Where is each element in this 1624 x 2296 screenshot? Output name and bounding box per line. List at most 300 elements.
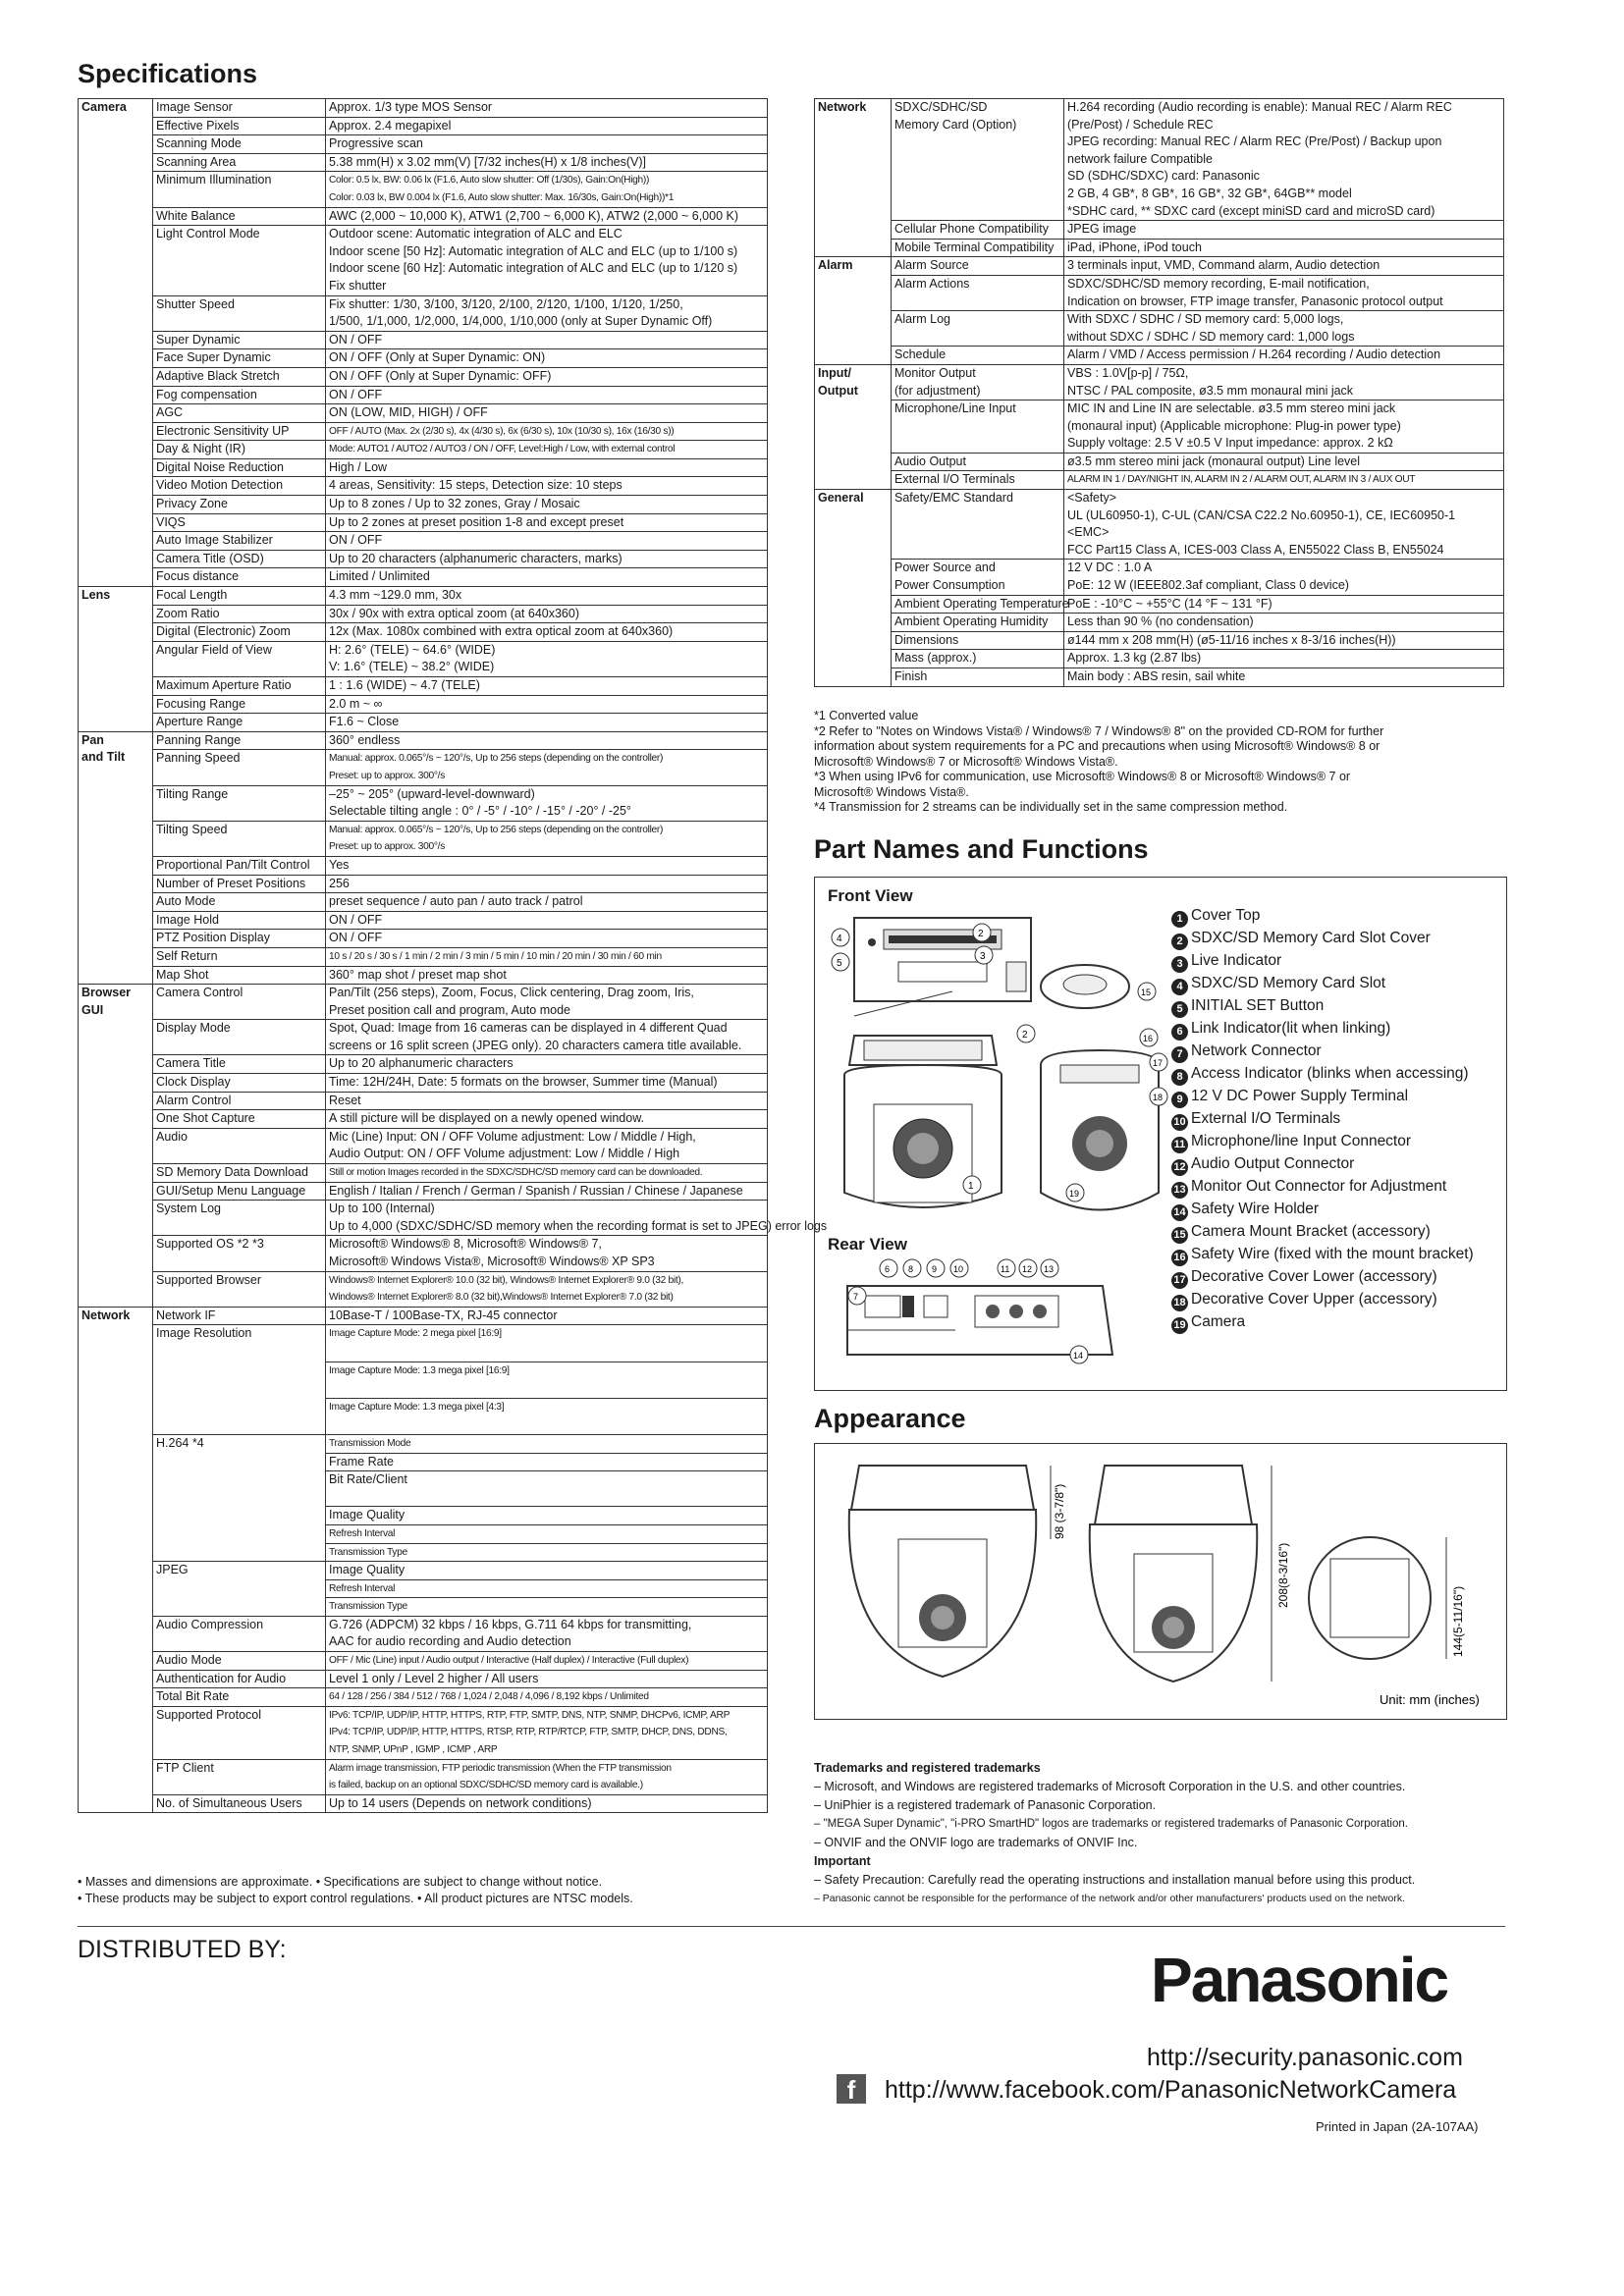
footnote: information about system requirements for a PC and precautions when using Microsoft® Windows® 8 or xyxy=(814,739,1380,753)
spec-row xyxy=(79,441,768,459)
part-label: Decorative Cover Upper (accessory) xyxy=(1191,1291,1437,1308)
spec-row xyxy=(815,311,1504,347)
spec-label: Effective Pixels xyxy=(153,117,326,135)
part-number-icon: 17 xyxy=(1171,1272,1188,1289)
spec-row xyxy=(79,587,768,606)
part-number-icon: 11 xyxy=(1171,1137,1188,1153)
spec-value: 360° map shot / preset map shot xyxy=(326,966,768,985)
spec-label: FTP Client xyxy=(153,1759,326,1794)
spec-sublabel: Image Quality xyxy=(326,1562,768,1580)
printed-in: Printed in Japan (2A-107AA) xyxy=(1316,2119,1479,2134)
spec-label: Face Super Dynamic xyxy=(153,349,326,368)
spec-value: ON / OFF xyxy=(326,930,768,948)
spec-label: Fog compensation xyxy=(153,386,326,404)
spec-row xyxy=(79,1074,768,1093)
part-item xyxy=(1171,1063,1474,1086)
part-number-icon: 15 xyxy=(1171,1227,1188,1244)
spec-row xyxy=(79,714,768,732)
part-label: SDXC/SD Memory Card Slot xyxy=(1191,975,1386,991)
part-item xyxy=(1171,928,1474,950)
svg-text:4: 4 xyxy=(837,934,842,944)
spec-row xyxy=(79,1164,768,1183)
spec-table-right xyxy=(814,98,1504,687)
spec-row xyxy=(79,947,768,966)
part-item xyxy=(1171,950,1474,973)
part-number-icon: 5 xyxy=(1171,1001,1188,1018)
spec-row xyxy=(815,221,1504,240)
spec-row xyxy=(815,99,1504,221)
spec-value: AWC (2,000 ~ 10,000 K), ATW1 (2,700 ~ 6,000 K), ATW2 (2,000 ~ 6,000 K) xyxy=(326,207,768,226)
part-item xyxy=(1171,1018,1474,1041)
spec-row xyxy=(79,1201,768,1236)
spec-value: ON / OFF (Only at Super Dynamic: OFF) xyxy=(326,367,768,386)
svg-text:1: 1 xyxy=(968,1181,974,1192)
spec-value: ON (LOW, MID, HIGH) / OFF xyxy=(326,404,768,423)
spec-value: A still picture will be displayed on a newly opened window. xyxy=(326,1110,768,1129)
svg-text:7: 7 xyxy=(853,1292,859,1302)
spec-category: Camera xyxy=(79,99,153,587)
tm-line: – Microsoft, and Windows are registered trademarks of Microsoft Corporation in the U.S. and other countries. xyxy=(814,1780,1406,1793)
part-item xyxy=(1171,1041,1474,1063)
spec-row xyxy=(79,1055,768,1074)
spec-row xyxy=(815,347,1504,365)
part-number-icon: 8 xyxy=(1171,1069,1188,1086)
spec-value: preset sequence / auto pan / auto track / patrol xyxy=(326,893,768,912)
spec-label: Image Sensor xyxy=(153,99,326,118)
spec-row xyxy=(79,1688,768,1707)
svg-text:18: 18 xyxy=(1153,1093,1164,1102)
spec-row xyxy=(79,532,768,551)
svg-text:5: 5 xyxy=(837,958,842,969)
spec-sublabel: Transmission Type xyxy=(326,1543,768,1562)
spec-value: 2.0 m ~ ∞ xyxy=(326,695,768,714)
spec-value: 12x (Max. 1080x combined with extra optical zoom at 640x360) xyxy=(326,623,768,642)
spec-row xyxy=(815,490,1504,560)
spec-label: Panning Speed xyxy=(153,750,326,785)
spec-label: Camera Control xyxy=(153,985,326,1020)
spec-label: Light Control Mode xyxy=(153,226,326,295)
spec-label: Alarm Log xyxy=(892,311,1064,347)
svg-text:10: 10 xyxy=(953,1264,964,1274)
spec-row xyxy=(815,650,1504,668)
spec-row xyxy=(79,117,768,135)
part-number-icon: 18 xyxy=(1171,1295,1188,1311)
spec-label: Audio Mode xyxy=(153,1652,326,1671)
spec-label: Number of Preset Positions xyxy=(153,875,326,893)
spec-label: Alarm Actions xyxy=(892,275,1064,310)
part-label: Network Connector xyxy=(1191,1042,1322,1059)
spec-label: Image Hold xyxy=(153,911,326,930)
spec-value: Approx. 1.3 kg (2.87 lbs) xyxy=(1064,650,1504,668)
part-number-icon: 2 xyxy=(1171,934,1188,950)
spec-label: Digital (Electronic) Zoom xyxy=(153,623,326,642)
part-label: Safety Wire (fixed with the mount bracket) xyxy=(1191,1246,1474,1262)
spec-value: G.726 (ADPCM) 32 kbps / 16 kbps, G.711 64 kbps for transmitting, AAC for audio recording and Audio detection xyxy=(326,1616,768,1651)
footnotes xyxy=(814,709,1383,816)
spec-row xyxy=(815,275,1504,310)
spec-row xyxy=(79,1307,768,1325)
spec-label: Power Source and Power Consumption xyxy=(892,560,1064,595)
spec-value: High / Low xyxy=(326,458,768,477)
spec-row xyxy=(79,496,768,514)
spec-row xyxy=(79,893,768,912)
svg-text:16: 16 xyxy=(1143,1034,1154,1043)
spec-row xyxy=(79,1110,768,1129)
spec-label: Aperture Range xyxy=(153,714,326,732)
spec-label: SDXC/SDHC/SD Memory Card (Option) xyxy=(892,99,1064,221)
panasonic-logo: Panasonic xyxy=(1151,1945,1448,2015)
part-names-heading: Part Names and Functions xyxy=(814,834,1149,864)
spec-label: Microphone/Line Input xyxy=(892,400,1064,454)
svg-text:19: 19 xyxy=(1069,1189,1080,1199)
spec-row xyxy=(79,966,768,985)
spec-value: ON / OFF xyxy=(326,532,768,551)
spec-label: Zoom Ratio xyxy=(153,605,326,623)
svg-text:8: 8 xyxy=(908,1264,914,1274)
spec-table-left xyxy=(78,98,828,1813)
spec-row xyxy=(79,911,768,930)
spec-label: Scanning Mode xyxy=(153,135,326,154)
spec-row xyxy=(815,453,1504,471)
spec-row xyxy=(79,821,768,856)
spec-value: Manual: approx. 0.065°/s ~ 120°/s, Up to 256 steps (depending on the controller) Preset: up to approx. 300°/s xyxy=(326,750,768,785)
svg-text:12: 12 xyxy=(1022,1264,1033,1274)
spec-value: Yes xyxy=(326,856,768,875)
spec-row xyxy=(79,1020,768,1055)
part-number-icon: 12 xyxy=(1171,1159,1188,1176)
part-item xyxy=(1171,1289,1474,1311)
spec-label: PTZ Position Display xyxy=(153,930,326,948)
footnote: *1 Converted value xyxy=(814,709,919,722)
spec-label: Alarm Control xyxy=(153,1092,326,1110)
part-label: Microphone/line Input Connector xyxy=(1191,1133,1412,1149)
camera-bracket-drawing xyxy=(1031,957,1168,1232)
trademarks xyxy=(814,1760,1415,1906)
spec-value: SDXC/SDHC/SD memory recording, E-mail notification, Indication on browser, FTP image transfer, Panasonic protocol output xyxy=(1064,275,1504,310)
spec-row xyxy=(79,1325,768,1344)
spec-row xyxy=(79,1652,768,1671)
spec-label: Auto Mode xyxy=(153,893,326,912)
tm-line: – Safety Precaution: Carefully read the operating instructions and installation manual before using this product. xyxy=(814,1873,1416,1887)
spec-sublabel: Refresh Interval xyxy=(326,1579,768,1598)
part-label: Decorative Cover Lower (accessory) xyxy=(1191,1268,1437,1285)
spec-label: Network IF xyxy=(153,1307,326,1325)
front-view-label: Front View xyxy=(828,886,913,905)
specifications-heading: Specifications xyxy=(78,59,258,88)
tm-line: – UniPhier is a registered trademark of Panasonic Corporation. xyxy=(814,1798,1157,1812)
part-item xyxy=(1171,1176,1474,1199)
spec-label: Video Motion Detection xyxy=(153,477,326,496)
spec-value: 12 V DC : 1.0 A PoE: 12 W (IEEE802.3af compliant, Class 0 device) xyxy=(1064,560,1504,595)
spec-value: 10 s / 20 s / 30 s / 1 min / 2 min / 3 min / 5 min / 10 min / 20 min / 30 min / 60 min xyxy=(326,947,768,966)
note-line: • These products may be subject to export control regulations. • All product pictures are NTSC models. xyxy=(78,1892,633,1905)
spec-row xyxy=(79,750,768,785)
spec-row xyxy=(79,677,768,696)
appearance-drawing xyxy=(820,1451,1497,1706)
footer-divider xyxy=(78,1926,1505,1927)
spec-category: Browser GUI xyxy=(79,985,153,1308)
part-number-icon: 10 xyxy=(1171,1114,1188,1131)
spec-value: With SDXC / SDHC / SD memory card: 5,000 logs, without SDXC / SDHC / SD memory card: 1,000 logs xyxy=(1064,311,1504,347)
spec-value: OFF / AUTO (Max. 2x (2/30 s), 4x (4/30 s), 6x (6/30 s), 10x (10/30 s), 16x (16/30 s)) xyxy=(326,422,768,441)
spec-value: Reset xyxy=(326,1092,768,1110)
spec-row xyxy=(79,1434,768,1453)
spec-value: OFF / Mic (Line) input / Audio output / Interactive (Half duplex) / Interactive (Full duplex) xyxy=(326,1652,768,1671)
part-item xyxy=(1171,1131,1474,1153)
spec-value: ON / OFF (Only at Super Dynamic: ON) xyxy=(326,349,768,368)
spec-category: General xyxy=(815,490,892,687)
spec-row xyxy=(815,471,1504,490)
spec-sublabel: Image Quality xyxy=(326,1507,768,1525)
part-label: Cover Top xyxy=(1191,907,1261,924)
spec-value: Color: 0.5 lx, BW: 0.06 lx (F1.6, Auto slow shutter: Off (1/30s), Gain:On(High)) Color: 0.03 lx, BW 0.004 lx (F1.6, Auto slow shutter: Max. 16/30s, Gain:On(High))*1 xyxy=(326,172,768,207)
spec-label: External I/O Terminals xyxy=(892,471,1064,490)
spec-row xyxy=(79,1706,768,1759)
spec-label: Panning Range xyxy=(153,731,326,750)
spec-row xyxy=(79,930,768,948)
svg-text:13: 13 xyxy=(1044,1264,1055,1274)
spec-label: SD Memory Data Download xyxy=(153,1164,326,1183)
part-item xyxy=(1171,973,1474,995)
spec-value: Approx. 1/3 type MOS Sensor xyxy=(326,99,768,118)
part-item xyxy=(1171,1086,1474,1108)
spec-row xyxy=(79,99,768,118)
spec-value: Fix shutter: 1/30, 3/100, 3/120, 2/100, 2/120, 1/100, 1/120, 1/250, 1/500, 1/1,000, 1/2,000, 1/4,000, 1/10,000 (only at Super Dynamic Off) xyxy=(326,295,768,331)
spec-row xyxy=(815,364,1504,400)
spec-value: Spot, Quad: Image from 16 cameras can be displayed in 4 different Quad screens or 16 split screen (JPEG only). 20 characters camera title available. xyxy=(326,1020,768,1055)
spec-row xyxy=(815,595,1504,614)
spec-label: GUI/Setup Menu Language xyxy=(153,1182,326,1201)
spec-label: Monitor Output (for adjustment) xyxy=(892,364,1064,400)
spec-value: 64 / 128 / 256 / 384 / 512 / 768 / 1,024 / 2,048 / 4,096 / 8,192 kbps / Unlimited xyxy=(326,1688,768,1707)
spec-value: Up to 14 users (Depends on network conditions) xyxy=(326,1794,768,1813)
spec-row xyxy=(79,153,768,172)
part-item xyxy=(1171,1108,1474,1131)
spec-value: 10Base-T / 100Base-TX, RJ-45 connector xyxy=(326,1307,768,1325)
spec-category: Alarm xyxy=(815,257,892,365)
spec-label: Alarm Source xyxy=(892,257,1064,276)
spec-row xyxy=(79,985,768,1020)
part-number-icon: 1 xyxy=(1171,911,1188,928)
spec-value: Main body : ABS resin, sail white xyxy=(1064,668,1504,687)
spec-value: JPEG image xyxy=(1064,221,1504,240)
spec-value: –25° ~ 205° (upward-level-downward) Selectable tilting angle : 0° / -5° / -10° / -15° / -20° / -25° xyxy=(326,785,768,821)
spec-value: 4 areas, Sensitivity: 15 steps, Detection size: 10 steps xyxy=(326,477,768,496)
parts-list xyxy=(1171,905,1474,1334)
footnote: Microsoft® Windows Vista®. xyxy=(814,784,969,799)
part-number-icon: 19 xyxy=(1171,1317,1188,1334)
spec-label: Supported Browser xyxy=(153,1271,326,1307)
dim-208: 208(8-3/16") xyxy=(1276,1542,1290,1608)
spec-label: Camera Title (OSD) xyxy=(153,550,326,568)
spec-category: Input/ Output xyxy=(815,364,892,489)
svg-text:2: 2 xyxy=(1022,1030,1028,1041)
spec-label: Total Bit Rate xyxy=(153,1688,326,1707)
spec-value: IPv6: TCP/IP, UDP/IP, HTTP, HTTPS, RTP, FTP, SMTP, DNS, NTP, SNMP, DHCPv6, ICMP, ARP IPv4: TCP/IP, UDP/IP, HTTP, HTTPS, RTSP, RTP, RTP/RTCP, FTP, SMTP, DHCP, DNS, DDNS, NTP, SNMP, UPnP , IGMP , ICMP , ARP xyxy=(326,1706,768,1759)
part-item xyxy=(1171,1244,1474,1266)
spec-row xyxy=(79,695,768,714)
tm-line: – ONVIF and the ONVIF logo are trademarks of ONVIF Inc. xyxy=(814,1836,1138,1849)
spec-value: ø144 mm x 208 mm(H) (ø5-11/16 inches x 8-3/16 inches(H)) xyxy=(1064,631,1504,650)
svg-text:11: 11 xyxy=(1001,1264,1010,1274)
part-number-icon: 4 xyxy=(1171,979,1188,995)
spec-value: H.264 recording (Audio recording is enable): Manual REC / Alarm REC (Pre/Post) / Schedule REC JPEG recording: Manual REC / Alarm REC (Pre/Post) / Backup upon network failure Compatible SD (SDHC/SDXC) card: Panasonic 2 GB, 4 GB*, 8 GB*, 16 GB*, 32 GB*, 64GB** model *SDHC card, ** SDXC card (except miniSD card and microSD card) xyxy=(1064,99,1504,221)
spec-value: F1.6 ~ Close xyxy=(326,714,768,732)
spec-value: VBS : 1.0V[p-p] / 75Ω, NTSC / PAL composite, ø3.5 mm monaural mini jack xyxy=(1064,364,1504,400)
spec-label: Mobile Terminal Compatibility xyxy=(892,239,1064,257)
spec-sublabel: Bit Rate/Client xyxy=(326,1471,768,1507)
footnote: Microsoft® Windows® 7 or Microsoft® Windows Vista®. xyxy=(814,754,1118,769)
spec-label: Map Shot xyxy=(153,966,326,985)
unit-label: Unit: mm (inches) xyxy=(1380,1692,1480,1707)
spec-label: H.264 *4 xyxy=(153,1434,326,1561)
spec-row xyxy=(79,367,768,386)
spec-row xyxy=(79,207,768,226)
part-item xyxy=(1171,1266,1474,1289)
spec-label: System Log xyxy=(153,1201,326,1236)
spec-value: English / Italian / French / German / Spanish / Russian / Chinese / Japanese xyxy=(326,1182,768,1201)
part-label: 12 V DC Power Supply Terminal xyxy=(1191,1088,1409,1104)
spec-value: H: 2.6° (TELE) ~ 64.6° (WIDE) V: 1.6° (TELE) ~ 38.2° (WIDE) xyxy=(326,641,768,676)
spec-value: 30x / 90x with extra optical zoom (at 640x360) xyxy=(326,605,768,623)
spec-value: Up to 100 (Internal) Up to 4,000 (SDXC/SDHC/SD memory when the recording format is set to JPEG) error logs xyxy=(326,1201,768,1236)
spec-label: One Shot Capture xyxy=(153,1110,326,1129)
spec-value: Alarm image transmission, FTP periodic transmission (When the FTP transmission is failed, backup on an optional SDXC/SDHC/SD memory card is available.) xyxy=(326,1759,768,1794)
spec-row xyxy=(815,614,1504,632)
svg-text:9: 9 xyxy=(932,1264,938,1274)
part-item xyxy=(1171,1199,1474,1221)
spec-value: ON / OFF xyxy=(326,911,768,930)
spec-row xyxy=(79,1794,768,1813)
spec-label: VIQS xyxy=(153,513,326,532)
spec-row xyxy=(79,605,768,623)
spec-label: Auto Image Stabilizer xyxy=(153,532,326,551)
spec-label: Tilting Speed xyxy=(153,821,326,856)
svg-text:2: 2 xyxy=(978,929,984,939)
spec-row xyxy=(79,1759,768,1794)
spec-label: Electronic Sensitivity UP xyxy=(153,422,326,441)
spec-value: Microsoft® Windows® 8, Microsoft® Windows® 7, Microsoft® Windows Vista®, Microsoft® Windows® XP SP3 xyxy=(326,1236,768,1271)
spec-label: Mass (approx.) xyxy=(892,650,1064,668)
spec-label: Proportional Pan/Tilt Control xyxy=(153,856,326,875)
part-label: SDXC/SD Memory Card Slot Cover xyxy=(1191,930,1431,946)
facebook-icon: f xyxy=(837,2074,866,2104)
part-item xyxy=(1171,1221,1474,1244)
spec-row xyxy=(79,331,768,349)
spec-sublabel: Transmission Type xyxy=(326,1598,768,1617)
spec-sublabel: Image Capture Mode: 2 mega pixel [16:9] xyxy=(326,1325,768,1362)
spec-value: 1 : 1.6 (WIDE) ~ 4.7 (TELE) xyxy=(326,677,768,696)
svg-text:6: 6 xyxy=(885,1264,891,1274)
important-title: Important xyxy=(814,1854,871,1868)
spec-label: Finish xyxy=(892,668,1064,687)
spec-row xyxy=(79,1271,768,1307)
spec-sublabel: Transmission Mode xyxy=(326,1434,768,1453)
spec-row xyxy=(79,623,768,642)
spec-value: ALARM IN 1 / DAY/NIGHT IN, ALARM IN 2 / ALARM OUT, ALARM IN 3 / AUX OUT xyxy=(1064,471,1504,490)
spec-label: Dimensions xyxy=(892,631,1064,650)
spec-label: Safety/EMC Standard xyxy=(892,490,1064,560)
part-item xyxy=(1171,995,1474,1018)
part-label: Audio Output Connector xyxy=(1191,1155,1355,1172)
spec-value: Pan/Tilt (256 steps), Zoom, Focus, Click centering, Drag zoom, Iris, Preset position call and program, Auto mode xyxy=(326,985,768,1020)
spec-label: Ambient Operating Humidity xyxy=(892,614,1064,632)
spec-label: Audio Compression xyxy=(153,1616,326,1651)
spec-label: Schedule xyxy=(892,347,1064,365)
spec-label: Scanning Area xyxy=(153,153,326,172)
spec-row xyxy=(79,477,768,496)
spec-label: Focal Length xyxy=(153,587,326,606)
svg-text:17: 17 xyxy=(1153,1058,1164,1068)
spec-value: Less than 90 % (no condensation) xyxy=(1064,614,1504,632)
spec-value: 4.3 mm ~129.0 mm, 30x xyxy=(326,587,768,606)
spec-value: 360° endless xyxy=(326,731,768,750)
spec-row xyxy=(79,1128,768,1163)
part-label: Safety Wire Holder xyxy=(1191,1201,1320,1217)
spec-value: Windows® Internet Explorer® 10.0 (32 bit), Windows® Internet Explorer® 9.0 (32 bit), Windows® Internet Explorer® 8.0 (32 bit),Windows® Internet Explorer® 7.0 (32 bit) xyxy=(326,1271,768,1307)
appearance-heading: Appearance xyxy=(814,1404,966,1433)
part-item xyxy=(1171,905,1474,928)
spec-value: Still or motion Images recorded in the SDXC/SDHC/SD memory card can be downloaded. xyxy=(326,1164,768,1183)
spec-value: Manual: approx. 0.065°/s ~ 120°/s, Up to 256 steps (depending on the controller) Preset: up to approx. 300°/s xyxy=(326,821,768,856)
url-security[interactable]: http://security.panasonic.com xyxy=(1147,2044,1463,2071)
spec-value: ø3.5 mm stereo mini jack (monaural output) Line level xyxy=(1064,453,1504,471)
tm-line: – Panasonic cannot be responsible for the performance of the network and/or other manufacturers' products used on the network. xyxy=(814,1893,1406,1904)
spec-value: Up to 8 zones / Up to 32 zones, Gray / Mosaic xyxy=(326,496,768,514)
spec-label: Focusing Range xyxy=(153,695,326,714)
footnote: *2 Refer to "Notes on Windows Vista® / Windows® 7 / Windows® 8" on the provided CD-ROM for further xyxy=(814,723,1384,738)
part-number-icon: 7 xyxy=(1171,1046,1188,1063)
spec-label: Supported OS *2 *3 xyxy=(153,1236,326,1271)
rear-view-drawing xyxy=(828,1256,1122,1379)
spec-row xyxy=(79,295,768,331)
spec-value: Time: 12H/24H, Date: 5 formats on the browser, Summer time (Manual) xyxy=(326,1074,768,1093)
spec-label: Cellular Phone Compatibility xyxy=(892,221,1064,240)
spec-value: Level 1 only / Level 2 higher / All users xyxy=(326,1670,768,1688)
spec-value: PoE : -10°C ~ +55°C (14 °F ~ 131 °F) xyxy=(1064,595,1504,614)
spec-label: Adaptive Black Stretch xyxy=(153,367,326,386)
spec-row xyxy=(79,404,768,423)
spec-category: Lens xyxy=(79,587,153,732)
spec-value: Approx. 2.4 megapixel xyxy=(326,117,768,135)
spec-row xyxy=(79,856,768,875)
spec-label: No. of Simultaneous Users xyxy=(153,1794,326,1813)
spec-label: Angular Field of View xyxy=(153,641,326,676)
part-label: External I/O Terminals xyxy=(1191,1110,1341,1127)
spec-label: Privacy Zone xyxy=(153,496,326,514)
trademarks-title: Trademarks and registered trademarks xyxy=(814,1761,1041,1775)
spec-label: Authentication for Audio xyxy=(153,1670,326,1688)
spec-label: Audio Output xyxy=(892,453,1064,471)
spec-value: Up to 20 alphanumeric characters xyxy=(326,1055,768,1074)
spec-label: Image Resolution xyxy=(153,1325,326,1435)
spec-value: Outdoor scene: Automatic integration of ALC and ELC Indoor scene [50 Hz]: Automatic integration of ALC and ELC (up to 1/100 s) Indoor scene [60 Hz]: Automatic integration of ALC and ELC (up to 1/120 s) Fix shutter xyxy=(326,226,768,295)
spec-label: Focus distance xyxy=(153,568,326,587)
footnote: *3 When using IPv6 for communication, use Microsoft® Windows® 8 or Microsoft® Windows® 7 or xyxy=(814,770,1351,783)
spec-value: 5.38 mm(H) x 3.02 mm(V) [7/32 inches(H) x 1/8 inches(V)] xyxy=(326,153,768,172)
spec-label: Self Return xyxy=(153,947,326,966)
part-label: Camera xyxy=(1191,1313,1246,1330)
tm-line: – "MEGA Super Dynamic", "i-PRO SmartHD" logos are trademarks or registered trademarks of Panasonic Corporation. xyxy=(814,1818,1408,1830)
spec-row xyxy=(815,631,1504,650)
spec-row xyxy=(79,1236,768,1271)
url-facebook[interactable]: http://www.facebook.com/PanasonicNetworkCamera xyxy=(885,2076,1457,2104)
svg-text:14: 14 xyxy=(1073,1351,1084,1361)
spec-row xyxy=(79,1616,768,1651)
spec-row xyxy=(79,875,768,893)
spec-value: ON / OFF xyxy=(326,386,768,404)
spec-row xyxy=(815,560,1504,595)
